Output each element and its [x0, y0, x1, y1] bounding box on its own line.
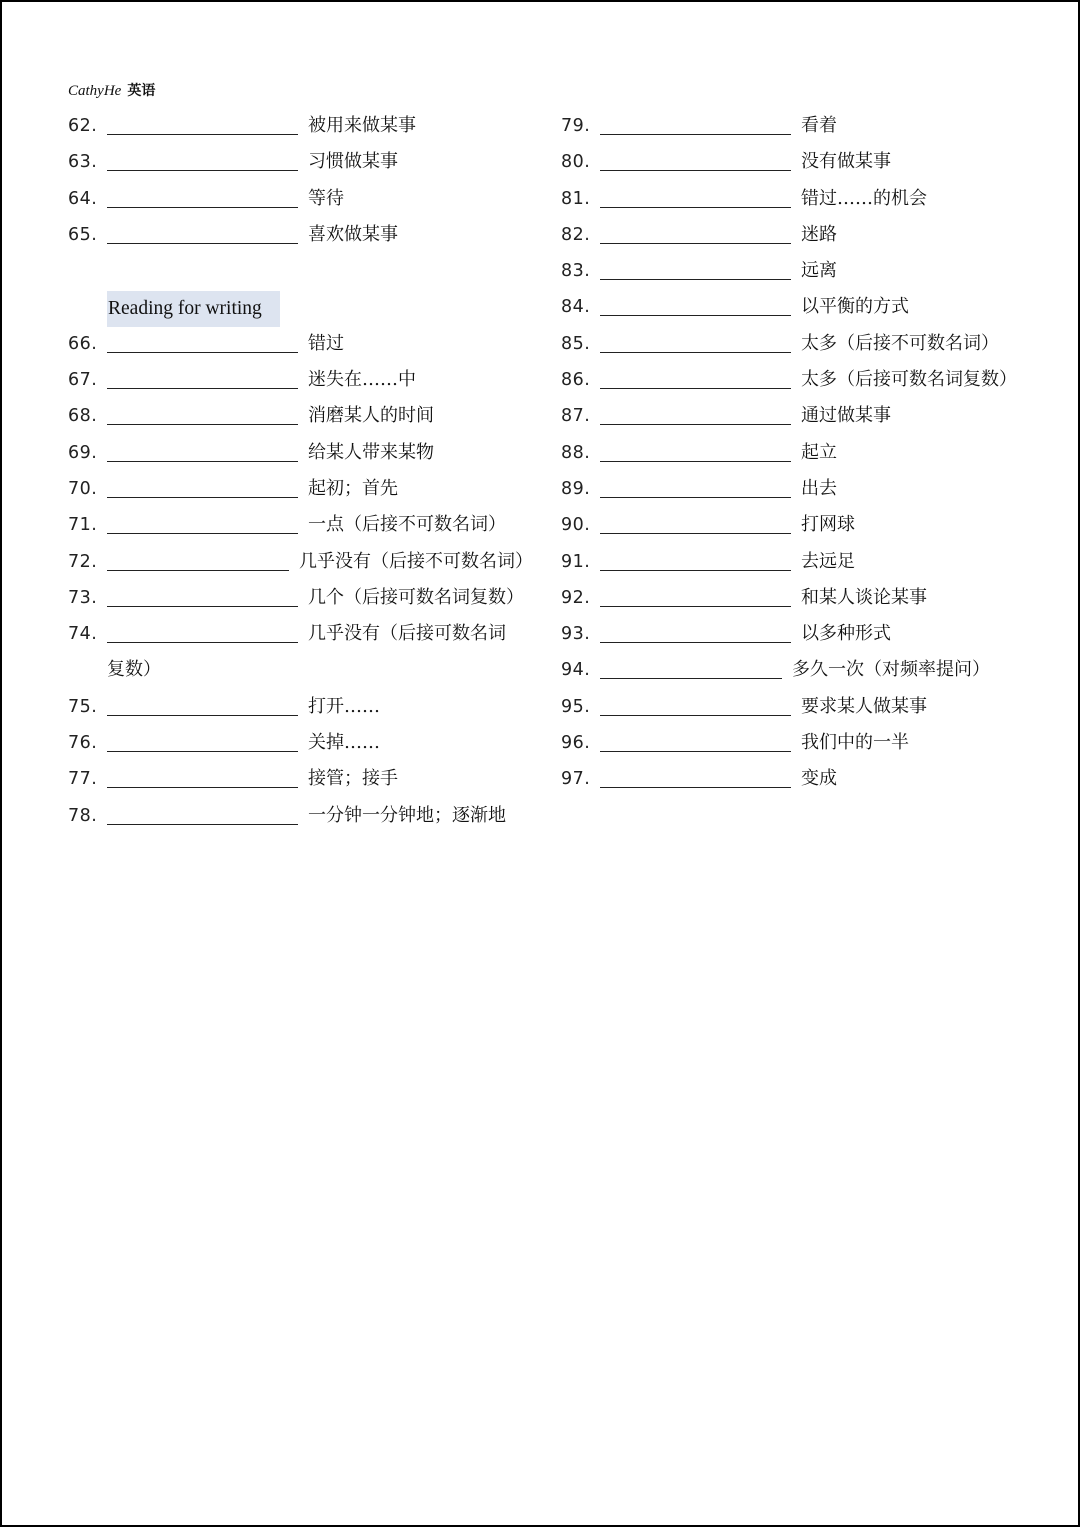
list-item	[561, 471, 1041, 507]
answer-blank[interactable]	[600, 352, 791, 353]
item-meaning: 被用来做某事	[308, 115, 416, 136]
item-meaning: 几乎没有（后接不可数名词）	[299, 550, 533, 572]
list-item	[561, 580, 1041, 616]
list-item	[68, 507, 548, 543]
answer-blank[interactable]	[107, 352, 298, 353]
list-item	[68, 471, 548, 507]
right-column	[561, 108, 1041, 798]
item-meaning: 几乎没有（后接可数名词	[308, 623, 506, 645]
answer-blank[interactable]	[107, 388, 298, 389]
list-item	[68, 616, 548, 652]
answer-blank[interactable]	[600, 606, 791, 607]
item-number: 69.	[68, 442, 98, 463]
item-number: 86.	[561, 370, 591, 391]
item-meaning: 以平衡的方式	[801, 296, 909, 318]
item-number: 95.	[561, 696, 591, 717]
item-number: 97.	[561, 769, 591, 790]
list-item	[68, 398, 548, 434]
answer-blank[interactable]	[107, 751, 298, 752]
list-item	[68, 725, 548, 761]
item-meaning: 消磨某人的时间	[308, 405, 434, 427]
answer-blank[interactable]	[107, 461, 298, 462]
answer-blank[interactable]	[107, 243, 298, 244]
list-item	[561, 289, 1041, 325]
list-item	[68, 435, 548, 471]
item-number: 88.	[561, 442, 591, 463]
item-meaning: 太多（后接不可数名词）	[801, 332, 999, 354]
answer-blank[interactable]	[107, 207, 298, 208]
brand-name: CathyHe	[68, 83, 122, 99]
item-meaning: 打网球	[801, 514, 855, 536]
item-meaning: 远离	[801, 260, 837, 282]
list-item	[68, 108, 548, 144]
item-meaning: 几个（后接可数名词复数）	[308, 586, 524, 608]
item-meaning-continued: 复数）	[107, 659, 161, 681]
answer-blank[interactable]	[107, 533, 298, 534]
item-meaning: 去远足	[801, 550, 855, 572]
list-item	[561, 217, 1041, 253]
item-meaning: 迷路	[801, 223, 837, 245]
answer-blank[interactable]	[600, 678, 782, 679]
item-meaning: 以多种形式	[801, 623, 891, 645]
item-number: 89.	[561, 478, 591, 499]
list-item	[68, 544, 548, 580]
item-number: 62.	[68, 116, 98, 136]
item-meaning: 给某人带来某物	[308, 441, 434, 463]
item-number: 76.	[68, 733, 98, 754]
item-number: 85.	[561, 333, 591, 354]
item-number: 66.	[68, 333, 98, 354]
item-number: 94.	[561, 660, 591, 681]
list-item	[561, 181, 1041, 217]
item-number: 68.	[68, 406, 98, 427]
list-item	[561, 326, 1041, 362]
spacer	[68, 253, 548, 289]
list-item	[68, 144, 548, 180]
item-number: 84.	[561, 297, 591, 318]
answer-blank[interactable]	[600, 461, 791, 462]
answer-blank[interactable]	[600, 497, 791, 498]
list-item	[68, 181, 548, 217]
list-item	[561, 108, 1041, 144]
item-meaning: 接管；接手	[308, 768, 398, 790]
item-meaning: 迷失在……中	[308, 369, 416, 391]
item-meaning: 出去	[801, 477, 837, 499]
item-number: 63.	[68, 152, 98, 173]
item-meaning: 起立	[801, 441, 837, 463]
list-item	[561, 725, 1041, 761]
answer-blank[interactable]	[107, 715, 298, 716]
item-number: 91.	[561, 551, 591, 572]
item-meaning: 变成	[801, 768, 837, 790]
item-number: 93.	[561, 624, 591, 645]
answer-blank[interactable]	[600, 751, 791, 752]
item-number: 78.	[68, 805, 98, 826]
list-item	[561, 144, 1041, 180]
list-item	[561, 435, 1041, 471]
item-number: 92.	[561, 587, 591, 608]
list-item	[561, 253, 1041, 289]
item-number: 65.	[68, 224, 98, 245]
item-meaning: 错过	[308, 332, 344, 354]
list-item	[68, 326, 548, 362]
item-meaning: 和某人谈论某事	[801, 586, 927, 608]
item-number: 75.	[68, 696, 98, 717]
item-number: 96.	[561, 733, 591, 754]
item-number: 73.	[68, 587, 98, 608]
answer-blank[interactable]	[107, 497, 298, 498]
list-item	[561, 544, 1041, 580]
item-meaning: 喜欢做某事	[308, 223, 398, 245]
answer-blank[interactable]	[600, 424, 791, 425]
left-column	[68, 108, 548, 834]
answer-blank[interactable]	[107, 170, 298, 171]
item-number: 83.	[561, 261, 591, 282]
item-number: 70.	[68, 478, 98, 499]
answer-blank[interactable]	[107, 642, 298, 643]
answer-blank[interactable]	[600, 315, 791, 316]
answer-blank[interactable]	[107, 787, 298, 788]
list-item	[561, 616, 1041, 652]
list-item-continuation	[68, 652, 548, 688]
section-title: Reading for writing	[107, 291, 280, 327]
answer-blank[interactable]	[107, 824, 298, 825]
item-meaning: 没有做某事	[801, 151, 891, 173]
answer-blank[interactable]	[600, 715, 791, 716]
list-item	[561, 362, 1041, 398]
item-number: 74.	[68, 624, 98, 645]
item-number: 79.	[561, 116, 591, 136]
answer-blank[interactable]	[600, 134, 791, 135]
list-item	[561, 761, 1041, 797]
item-meaning: 等待	[308, 187, 344, 209]
answer-blank[interactable]	[600, 570, 791, 571]
answer-blank[interactable]	[600, 642, 791, 643]
item-meaning: 要求某人做某事	[801, 695, 927, 717]
answer-blank[interactable]	[107, 424, 298, 425]
item-number: 81.	[561, 188, 591, 209]
item-meaning: 太多（后接可数名词复数）	[801, 369, 1017, 391]
item-number: 87.	[561, 406, 591, 427]
answer-blank[interactable]	[600, 243, 791, 244]
list-item	[68, 580, 548, 616]
item-meaning: 一点（后接不可数名词）	[308, 514, 506, 536]
item-number: 64.	[68, 188, 98, 209]
list-item	[68, 761, 548, 797]
list-item	[561, 652, 1041, 688]
item-number: 80.	[561, 152, 591, 173]
item-meaning: 一分钟一分钟地；逐渐地	[308, 804, 506, 826]
item-meaning: 习惯做某事	[308, 151, 398, 173]
item-number: 72.	[68, 551, 98, 572]
answer-blank[interactable]	[600, 279, 791, 280]
item-meaning: 错过……的机会	[801, 187, 927, 209]
list-item	[68, 689, 548, 725]
item-number: 67.	[68, 370, 98, 391]
item-meaning: 多久一次（对频率提问）	[792, 659, 990, 681]
list-item	[561, 398, 1041, 434]
list-item	[561, 689, 1041, 725]
answer-blank[interactable]	[107, 606, 298, 607]
answer-blank[interactable]	[600, 787, 791, 788]
item-meaning: 起初；首先	[308, 477, 398, 499]
item-meaning: 看着	[801, 115, 837, 136]
list-item	[68, 362, 548, 398]
answer-blank[interactable]	[600, 207, 791, 208]
item-number: 90.	[561, 515, 591, 536]
answer-blank[interactable]	[107, 570, 289, 571]
section-heading-row	[68, 289, 548, 325]
answer-blank[interactable]	[600, 388, 791, 389]
subject-label: 英语	[127, 83, 156, 99]
item-meaning: 关掉……	[308, 732, 380, 754]
item-number: 77.	[68, 769, 98, 790]
item-number: 71.	[68, 515, 98, 536]
answer-blank[interactable]	[107, 134, 298, 135]
page-header	[68, 80, 155, 100]
item-meaning: 我们中的一半	[801, 732, 909, 754]
list-item	[68, 217, 548, 253]
item-meaning: 打开……	[308, 695, 380, 717]
list-item	[68, 798, 548, 834]
item-number: 82.	[561, 224, 591, 245]
list-item	[561, 507, 1041, 543]
answer-blank[interactable]	[600, 533, 791, 534]
answer-blank[interactable]	[600, 170, 791, 171]
item-meaning: 通过做某事	[801, 405, 891, 427]
